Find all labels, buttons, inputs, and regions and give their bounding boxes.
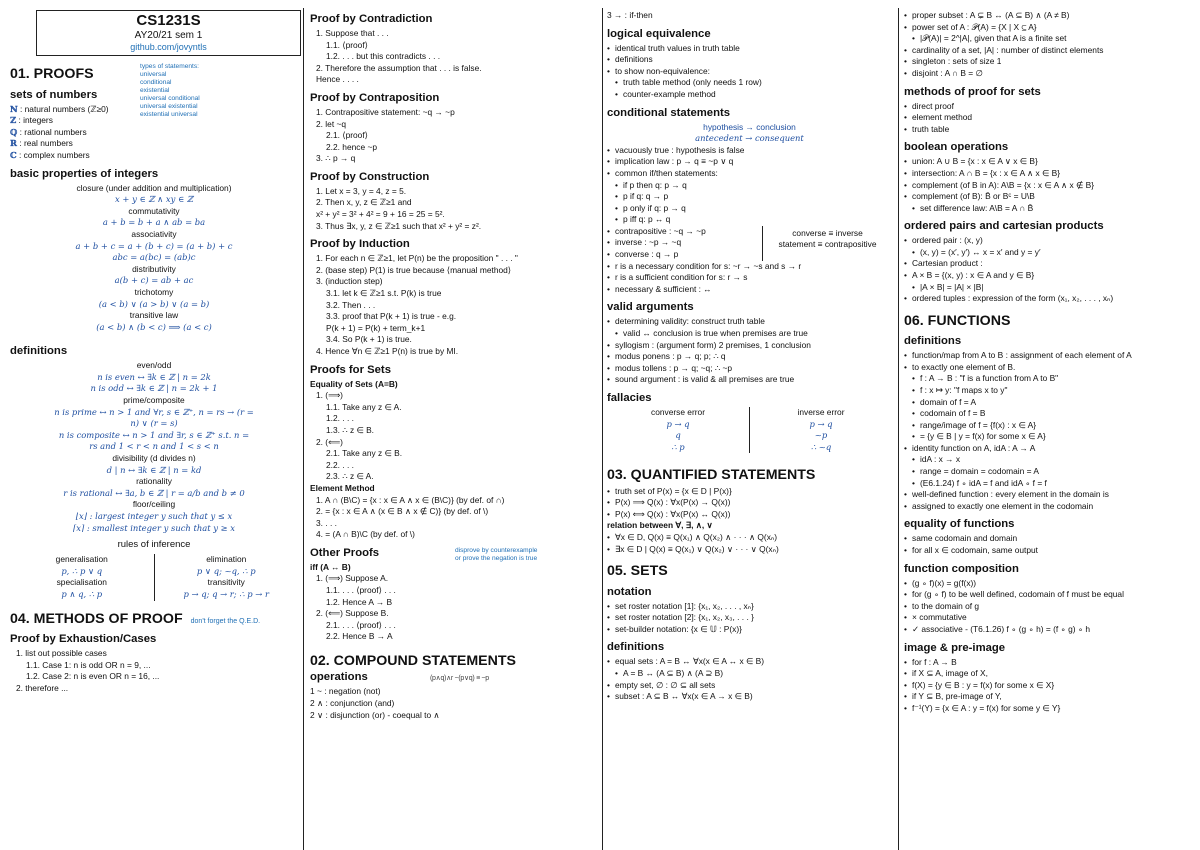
exhaustion-step: 1.2. Case 2: n is even OR n = 16, ... xyxy=(26,671,160,682)
contradiction-step: 1.1. ⟨proof⟩ xyxy=(326,39,368,50)
function-composition-list xyxy=(904,578,1192,636)
number-set-symbol: ℕ xyxy=(10,103,18,114)
set-property-item: • |𝒫(A)| = 2^|A|, given that A is a finite set xyxy=(904,33,1192,45)
fallacy-line: inverse error xyxy=(797,406,845,417)
image-item: • f⁻¹(Y) = {x ∈ A : y = f(x) for some y ∈ Y} xyxy=(904,703,1192,715)
title-box xyxy=(36,10,301,56)
proof-method-item: • element method xyxy=(904,112,1192,124)
necessary-sufficient-list xyxy=(607,261,892,296)
definition-formula: d | n ↔ ∃k ∈ ℤ | n = kd xyxy=(106,464,202,475)
proofs-for-sets-heading: Proofs for Sets xyxy=(310,363,391,376)
statement-type: universal xyxy=(140,71,167,79)
iff-proof-step: iff (A ↔ B) xyxy=(310,561,351,572)
number-set-desc: : integers xyxy=(16,115,53,126)
inference-rule-label: elimination xyxy=(206,554,247,565)
construction-heading: Proof by Construction xyxy=(310,170,430,183)
induction-steps xyxy=(310,253,598,357)
image-preimage-heading: image & pre-image xyxy=(904,641,1006,654)
operation: 2 ∨ : disjunction (or) - coequal to ∧ xyxy=(310,709,440,720)
contraposition-step: 1. Contrapositive statement: ~q → ~p xyxy=(316,106,455,117)
equivalence-note xyxy=(762,226,892,261)
statement-contrapositive-note: statement ≡ contrapositive xyxy=(778,239,877,250)
handwritten-sketch: (p∧q)∧r ~(p∨q) ≡ ~p xyxy=(430,675,489,683)
composition-item: • to the domain of g xyxy=(904,601,1192,613)
logical-equivalence-heading: logical equivalence xyxy=(607,27,711,40)
inference-rule-formula: p ∧ q, ∴ p xyxy=(61,589,103,600)
definition-formula: ⌊x⌋ : largest integer y such that y ≤ x xyxy=(75,510,233,521)
term-label: AY20/21 sem 1 xyxy=(134,29,203,41)
sets-proof-step: 1.1. Take any z ∈ A. xyxy=(326,401,402,412)
statement-type: existential xyxy=(140,87,170,95)
function-definition-item: • function/map from A to B : assignment of each element of A xyxy=(904,350,1192,362)
statement-type: types of statements: xyxy=(140,63,200,71)
quantified-item: • P(x) ⟹ Q(x) : ∀x(P(x) → Q(x)) xyxy=(607,497,892,509)
ordered-pair-item: • A × B = {(x, y) : x ∈ A and y ∈ B} xyxy=(904,270,1192,282)
induction-step: 1. For each n ∈ ℤ≥1, let P(n) be the proposition " . . . " xyxy=(316,253,518,264)
property-label: associativity xyxy=(131,228,177,239)
statement-types-note xyxy=(140,63,200,118)
valid-argument-item: • sound argument : is valid & all premises are true xyxy=(607,374,892,386)
contraposition-step: 2.1. ⟨proof⟩ xyxy=(326,130,368,141)
valid-argument-item: • valid ↔ conclusion is true when premises are true xyxy=(607,328,892,340)
conditional-item: • if p then q: p → q xyxy=(607,180,892,192)
rules-of-inference-heading: rules of inference xyxy=(117,539,191,551)
ordered-pair-item: • ordered pair : (x, y) xyxy=(904,235,1192,247)
operations-list xyxy=(310,686,598,721)
conditional-item: • implication law : p → q ≡ ~p ∨ q xyxy=(607,156,892,168)
induction-step: 2. (base step) P(1) is true because ⟨manual method⟩ xyxy=(316,264,512,275)
section-methods-of-proof-heading xyxy=(10,611,298,627)
contradiction-heading: Proof by Contradiction xyxy=(310,13,433,25)
notation-heading: notation xyxy=(607,585,652,598)
function-definition-item: • range/image of f = {f(x) : x ∈ A} xyxy=(904,420,1192,432)
inference-rule-label: generalisation xyxy=(55,554,108,565)
equivalence-item: • to show non-equivalence: xyxy=(607,66,892,78)
construction-step: 3. Thus ∃x, y, z ∈ ℤ≥1 such that x² + y² = z². xyxy=(316,220,482,231)
exhaustion-heading: Proof by Exhaustion/Cases xyxy=(10,632,157,645)
property-label: transitive law xyxy=(129,310,179,321)
other-proofs-heading: Other Proofs xyxy=(310,546,380,559)
function-definition-item: • range = domain = codomain = A xyxy=(904,466,1192,478)
conditional-item: • p iff q: p ↔ q xyxy=(607,214,892,226)
inference-rule-label: specialisation xyxy=(56,577,107,588)
notation-item: • set roster notation [1]: {x₁, x₂, . . . , xₙ} xyxy=(607,601,892,613)
sets-proof-step: 2. = {x : x ∈ A ∧ (x ∈ B ∧ x ∉ C)} (by def. of \) xyxy=(316,506,489,517)
function-composition-heading: function composition xyxy=(904,562,1019,575)
induction-step: 4. Hence ∀n ∈ ℤ≥1 P(n) is true by MI. xyxy=(316,346,459,356)
function-definition-item: • = {y ∈ B | y = f(x) for some x ∈ A} xyxy=(904,431,1192,443)
property-formula: x + y ∈ ℤ ∧ xy ∈ ℤ xyxy=(115,194,193,205)
contrapositive-item: • contrapositive : ~q → ~p xyxy=(607,226,762,238)
statement-type: universal conditional xyxy=(140,94,200,102)
ordered-pair-item: • Cartesian product : xyxy=(904,258,1192,270)
contrapositive-item: • inverse : ~p → ~q xyxy=(607,237,762,249)
function-definition-item: • codomain of f = B xyxy=(904,408,1192,420)
methods-of-proof-for-sets-heading: methods of proof for sets xyxy=(904,85,1041,98)
induction-step: 3.3. proof that P(k + 1) is true - e.g. xyxy=(326,311,457,322)
set-property-item: • disjoint : A ∩ B = ∅ xyxy=(904,68,1192,80)
sets-proof-step: 1. A ∩ (B\C) = {x : x ∈ A ∧ x ∈ (B\C)} (by def. of ∩) xyxy=(316,494,505,505)
rules-right xyxy=(155,554,299,600)
notation-item: • set-builder notation: {x ∈ 𝕌 : P(x)} xyxy=(607,624,892,636)
set-definition-item: • empty set, ∅ : ∅ ⊆ all sets xyxy=(607,680,892,692)
property-label: commutativity xyxy=(128,205,180,216)
sets-proof-step: 2.1. Take any z ∈ B. xyxy=(326,448,403,459)
column-divider xyxy=(898,8,899,850)
exhaustion-step: 1. list out possible cases xyxy=(16,647,107,658)
notation-item: • set roster notation [2]: {x₁, x₂, x₃, . . . } xyxy=(607,612,892,624)
definition-label: divisibility (d divides n) xyxy=(112,453,196,464)
conditional-statements-heading: conditional statements xyxy=(607,106,731,119)
statement-type: existential universal xyxy=(140,110,198,118)
iff-proof-step: 2.1. . . . ⟨proof⟩ . . . xyxy=(326,619,396,630)
property-label: closure (under addition and multiplication) xyxy=(76,182,232,193)
exhaustion-step: 1.1. Case 1: n is odd OR n = 9, ... xyxy=(26,659,151,670)
integer-properties-list xyxy=(10,183,298,334)
definition-formula: n is composite ↔ n > 1 and ∃r, s ∈ ℤ⁺ s.t. n = xyxy=(58,429,250,440)
induction-step: P(k + 1) = P(k) + term_k+1 xyxy=(326,322,426,333)
boolean-operations-list xyxy=(904,156,1192,214)
column-4 xyxy=(904,10,1192,715)
induction-step: 3. (induction step) xyxy=(316,276,383,287)
image-item: • f(X) = {y ∈ B : y = f(x) for some x ∈ X} xyxy=(904,680,1192,692)
image-item: • for f : A → B xyxy=(904,657,1192,669)
fallacy-line: p → q xyxy=(809,418,833,429)
property-formula: (a < b) ∧ (b < c) ⟹ (a < c) xyxy=(96,321,212,332)
contrapositive-block xyxy=(607,226,892,261)
contrapositive-list xyxy=(607,226,762,261)
sets-proof-step: Equality of Sets (A=B) xyxy=(310,378,398,389)
contraposition-heading: Proof by Contraposition xyxy=(310,91,440,104)
converse-inverse-note: converse ≡ inverse xyxy=(792,227,863,238)
function-definition-item: • domain of f = A xyxy=(904,397,1192,409)
iff-proof-step: 1. (⟹) Suppose A. xyxy=(316,573,389,584)
valid-argument-item: • syllogism : (argument form) 2 premises, 1 conclusion xyxy=(607,340,892,352)
ordered-pairs-list xyxy=(904,235,1192,305)
property-formula: abc = a(bc) = (ab)c xyxy=(112,252,196,263)
quantifier-relation-list xyxy=(607,532,892,555)
boolean-operation-item: • intersection: A ∩ B = {x : x ∈ A ∧ x ∈ B} xyxy=(904,168,1192,180)
property-label: trichotomy xyxy=(134,286,174,297)
fallacies-table xyxy=(607,407,892,453)
iff-proof-step: 1.1. . . . ⟨proof⟩ . . . xyxy=(326,585,396,596)
number-set-symbol: ℚ xyxy=(10,126,18,137)
property-formula: a(b + c) = ab + ac xyxy=(114,275,194,286)
number-set-row xyxy=(10,138,298,150)
function-definition-item: • identity function on A, idA : A → A xyxy=(904,443,1192,455)
image-item: • if Y ⊆ B, pre-image of Y, xyxy=(904,691,1192,703)
ordered-pair-item: • |A × B| = |A| × |B| xyxy=(904,282,1192,294)
inference-rule-formula: p, ∴ p ∨ q xyxy=(61,565,103,576)
quantifier-relation-heading: relation between ∀, ∃, ∧, ∨ xyxy=(607,520,713,531)
conditional-item: • p only if q: p → q xyxy=(607,203,892,215)
set-property-item: • power set of A : 𝒫(A) = {X | X ⊆ A} xyxy=(904,22,1192,34)
converse-error xyxy=(607,407,750,453)
definition-formula: r is rational ↔ ∃a, b ∈ ℤ | r = a/b and b ≠ 0 xyxy=(63,487,245,498)
sets-definitions-list xyxy=(607,656,892,702)
rules-of-inference-table xyxy=(10,554,298,600)
sets-proof-step: 2. (⟸) xyxy=(316,436,343,447)
composition-item: • for (g ∘ f) to be well defined, codomain of f must be equal xyxy=(904,589,1192,601)
set-property-item: • singleton : sets of size 1 xyxy=(904,56,1192,68)
definitions-list xyxy=(10,360,298,534)
methods-for-sets-list xyxy=(904,101,1192,136)
valid-arguments-heading: valid arguments xyxy=(607,301,694,314)
definition-formula: n is prime ↔ n > 1 and ∀r, s ∈ ℤ⁺, n = rs → (r = xyxy=(54,406,254,417)
number-set-symbol: ℂ xyxy=(10,149,17,160)
conditional-item: • vacuously true : hypothesis is false xyxy=(607,145,892,157)
induction-step: 3.2. Then . . . xyxy=(326,299,376,310)
fallacy-line: ~p xyxy=(814,430,828,441)
function-definition-item: • f : x ↦ y: "f maps x to y" xyxy=(904,385,1192,397)
fallacy-line: q xyxy=(675,430,681,441)
section-compound-statements-heading: 02. COMPOUND STATEMENTS xyxy=(310,653,516,670)
equivalence-item: • counter-example method xyxy=(607,89,892,101)
logical-equivalence-list xyxy=(607,43,892,101)
column-3 xyxy=(607,10,892,703)
quantified-list xyxy=(607,486,892,521)
inference-rule-formula: p ∨ q; ~q, ∴ p xyxy=(196,565,256,576)
proof-method-item: • direct proof xyxy=(904,101,1192,113)
set-properties-list xyxy=(904,10,1192,80)
contrapositive-item: • converse : q → p xyxy=(607,249,762,261)
conditional-item: • p if q: q → p xyxy=(607,191,892,203)
sets-proof-step: 4. = (A ∩ B)\C (by def. of \) xyxy=(316,529,415,540)
function-definition-item: • to exactly one element of B. xyxy=(904,362,1192,374)
set-definition-item: • A = B ↔ (A ⊆ B) ∧ (A ⊇ B) xyxy=(607,668,892,680)
set-property-item: • cardinality of a set, |A| : number of distinct elements xyxy=(904,45,1192,57)
property-formula: a + b + c = a + (b + c) = (a + b) + c xyxy=(75,240,233,251)
number-set-symbol: ℤ xyxy=(10,115,17,126)
contraposition-step: 2. let ~q xyxy=(316,118,347,129)
composition-item: • × commutative xyxy=(904,612,1192,624)
construction-steps xyxy=(310,186,598,232)
equality-of-functions-heading: equality of functions xyxy=(904,518,1015,531)
induction-heading: Proof by Induction xyxy=(310,238,410,251)
sets-proof-step: Element Method xyxy=(310,482,375,493)
construction-step: x² + y² = 3² + 4² = 9 + 16 = 25 = 5². xyxy=(316,209,445,220)
definition-label: even/odd xyxy=(136,360,172,371)
number-set-desc: : real numbers xyxy=(16,138,73,149)
operation: 2 ∧ : conjunction (and) xyxy=(310,697,395,708)
functions-definitions-heading: definitions xyxy=(904,335,962,348)
iff-proof-step: 1.2. Hence A → B xyxy=(326,596,393,607)
fallacies-heading: fallacies xyxy=(607,391,652,404)
inference-rule-label: transitivity xyxy=(207,577,245,588)
inverse-error xyxy=(750,407,892,453)
equivalence-item: • truth table method (only needs 1 row) xyxy=(607,77,892,89)
column-2 xyxy=(310,10,598,721)
valid-arguments-list xyxy=(607,316,892,386)
boolean-operation-item: • complement (of B in A): A\B = {x : x ∈ A ∧ x ∉ B} xyxy=(904,180,1192,192)
function-equality-item: • for all x ∈ codomain, same output xyxy=(904,545,1192,557)
section-proofs-heading: 01. PROOFS xyxy=(10,66,94,83)
column-divider xyxy=(602,8,603,850)
definition-formula: rs and 1 < r < n and 1 < s < n xyxy=(89,441,219,452)
column-1 xyxy=(10,10,298,694)
fallacy-line: converse error xyxy=(651,406,705,417)
equality-of-functions-list xyxy=(904,533,1192,556)
number-set-desc: : complex numbers xyxy=(16,149,90,160)
equivalence-item: • identical truth values in truth table xyxy=(607,43,892,55)
definition-formula: n is even ↔ ∃k ∈ ℤ | n = 2k xyxy=(97,371,211,382)
sets-proof-step: 2.2. . . . xyxy=(326,459,354,470)
proof-method-item: • truth table xyxy=(904,124,1192,136)
contradiction-step: 1. Suppose that . . . xyxy=(316,27,389,38)
contradiction-steps xyxy=(310,28,598,86)
number-set-desc: : natural numbers (ℤ≥0) xyxy=(17,103,109,114)
integer-properties-heading: basic properties of integers xyxy=(10,167,159,180)
definition-formula: n is odd ↔ ∃k ∈ ℤ | n = 2k + 1 xyxy=(90,383,218,394)
operations-heading: operations xyxy=(310,671,368,684)
proofs-for-sets-steps xyxy=(310,379,598,541)
qed-note: don't forget the Q.E.D. xyxy=(190,617,261,625)
definitions-heading: definitions xyxy=(10,345,68,358)
fallacy-line: ∴ p xyxy=(671,441,685,452)
image-preimage-list xyxy=(904,657,1192,715)
function-definition-item: • idA : x → x xyxy=(904,454,1192,466)
composition-item: • ✓ associative - (T6.1.26) f ∘ (g ∘ h) = (f ∘ g) ∘ h xyxy=(904,624,1192,636)
definition-formula: n) ∨ (r = s) xyxy=(130,418,178,429)
equivalence-item: • definitions xyxy=(607,54,892,66)
boolean-operations-heading: boolean operations xyxy=(904,141,1009,154)
sets-definitions-heading: definitions xyxy=(607,641,665,654)
section-methods-title: 04. METHODS OF PROOF xyxy=(10,610,183,627)
iff-proof-step: 2. (⟸) Suppose B. xyxy=(316,608,389,619)
contraposition-step: 3. ∴ p → q xyxy=(316,153,356,164)
github-link[interactable]: github.com/jovyntls xyxy=(130,41,207,52)
conditional-list xyxy=(607,145,892,226)
function-definition-item: • (E6.1.24) f ∘ idA = f and idA ∘ f = f xyxy=(904,478,1192,490)
statement-type: universal existential xyxy=(140,102,198,110)
fallacy-line: p → q xyxy=(666,418,690,429)
number-set-row xyxy=(10,127,298,139)
composition-item: • (g ∘ f)(x) = g(f(x)) xyxy=(904,578,1192,590)
disprove-note-line: disprove by counterexample xyxy=(455,546,538,554)
section-functions-heading: 06. FUNCTIONS xyxy=(904,312,1011,329)
section-quantified-heading: 03. QUANTIFIED STATEMENTS xyxy=(607,467,816,484)
contradiction-step: 2. Therefore the assumption that . . . is false. xyxy=(316,62,482,73)
valid-argument-item: • modus ponens : p → q; p; ∴ q xyxy=(607,351,892,363)
quantified-item: • truth set of P(x) = {x ∈ D | P(x)} xyxy=(607,486,892,498)
hypothesis-conclusion: hypothesis → conclusion xyxy=(703,121,796,132)
condition-item: • necessary & sufficient : ↔ xyxy=(607,284,892,296)
exhaustion-step: 2. therefore ... xyxy=(16,682,69,693)
valid-argument-item: • determining validity: construct truth table xyxy=(607,316,892,328)
contradiction-step: 1.2. . . . but this contradicts . . . xyxy=(326,51,441,62)
function-definition-item: • f : A → B : "f is a function from A to B" xyxy=(904,373,1192,385)
construction-step: 2. Then x, y, z ∈ ℤ≥1 and xyxy=(316,197,412,208)
function-definition-item: • well-defined function : every element in the domain is xyxy=(904,489,1192,501)
quantifier-relation-item: • ∀x ∈ D, Q(x) ≡ Q(x₁) ∧ Q(x₂) ∧ · · · ∧ Q(xₙ) xyxy=(607,532,892,544)
sets-proof-step: 1.3. ∴ z ∈ B. xyxy=(326,424,375,435)
definition-formula: ⌈x⌉ : smallest integer y such that y ≥ x xyxy=(72,522,236,533)
sets-proof-step: 2.3. ∴ z ∈ A. xyxy=(326,471,374,482)
ordered-pair-item: • (x, y) = (x′, y′) ↔ x = x′ and y = y′ xyxy=(904,247,1192,259)
column-divider xyxy=(303,8,304,850)
condition-item: • r is a sufficient condition for s: r → s xyxy=(607,272,892,284)
boolean-operation-item: • union: A ∪ B = {x : x ∈ A ∨ x ∈ B} xyxy=(904,156,1192,168)
quantifier-relation-item: • ∃x ∈ D | Q(x) ≡ Q(x₁) ∨ Q(x₂) ∨ · · · ∨ Q(xₙ) xyxy=(607,544,892,556)
set-definition-item: • subset : A ⊆ B ↔ ∀x(x ∈ A → x ∈ B) xyxy=(607,691,892,703)
if-then-operation: 3 → : if-then xyxy=(607,10,653,20)
statement-type: conditional xyxy=(140,79,172,87)
sets-proof-step: 1.2. . . . xyxy=(326,413,354,424)
set-definition-item: • equal sets : A = B ↔ ∀x(x ∈ A ↔ x ∈ B) xyxy=(607,656,892,668)
property-label: distributivity xyxy=(132,263,176,274)
construction-step: 1. Let x = 3, y = 4, z = 5. xyxy=(316,185,407,196)
contradiction-step: Hence . . . . xyxy=(316,74,359,85)
sets-proof-step: 3. . . . xyxy=(316,517,337,528)
operation: 1 ~ : negation (not) xyxy=(310,686,381,697)
iff-proof-step: 2.2. Hence B → A xyxy=(326,631,393,642)
disprove-note xyxy=(455,547,537,563)
sets-of-numbers-heading: sets of numbers xyxy=(10,88,98,101)
condition-item: • r is a necessary condition for s: ~r → ~s and s → r xyxy=(607,261,892,273)
boolean-operation-item: • complement (of B): B̄ or Bᶜ = U\B xyxy=(904,191,1192,203)
fallacy-line: ∴ ~q xyxy=(810,441,832,452)
disprove-note-line: or prove the negation is true xyxy=(455,554,538,562)
definition-label: prime/composite xyxy=(123,395,185,406)
quantified-item: • P(x) ⟺ Q(x) : ∀x(P(x) ↔ Q(x)) xyxy=(607,509,892,521)
exhaustion-steps xyxy=(10,648,298,694)
induction-step: 3.4. So P(k + 1) is true. xyxy=(326,334,412,345)
number-set-symbol: ℝ xyxy=(10,138,17,149)
number-set-row xyxy=(10,150,298,162)
ordered-pairs-heading: ordered pairs and cartesian products xyxy=(904,220,1104,233)
property-formula: (a < b) ∨ (a > b) ∨ (a = b) xyxy=(98,298,210,309)
boolean-operation-item: • set difference law: A\B = A ∩ B̄ xyxy=(904,203,1192,215)
contraposition-step: 2.2. hence ~p xyxy=(326,141,377,152)
property-formula: a + b = b + a ∧ ab = ba xyxy=(102,217,206,228)
course-title: CS1231S xyxy=(136,12,201,29)
contraposition-steps xyxy=(310,107,598,165)
image-item: • if X ⊆ A, image of X, xyxy=(904,668,1192,680)
function-equality-item: • same codomain and domain xyxy=(904,533,1192,545)
other-proofs-steps xyxy=(310,562,598,643)
definition-label: rationality xyxy=(136,476,172,487)
definition-label: floor/ceiling xyxy=(132,499,176,510)
function-definition-item: • assigned to exactly one element in the codomain xyxy=(904,501,1192,513)
notation-list xyxy=(607,601,892,636)
valid-argument-item: • modus tollens : p → q; ~q; ∴ ~p xyxy=(607,363,892,375)
rules-left xyxy=(10,554,155,600)
antecedent-consequent: antecedent → consequent xyxy=(695,133,804,144)
sets-proof-step: 1. (⟹) xyxy=(316,390,343,401)
inference-rule-formula: p → q; q → r; ∴ p → r xyxy=(183,589,269,600)
conditional-item: • common if/then statements: xyxy=(607,168,892,180)
ordered-pair-item: • ordered tuples : expression of the form (x₁, x₂, . . . , xₙ) xyxy=(904,293,1192,305)
section-sets-heading: 05. SETS xyxy=(607,563,668,580)
induction-step: 3.1. let k ∈ ℤ≥1 s.t. P(k) is true xyxy=(326,288,442,299)
number-set-desc: : rational numbers xyxy=(17,126,87,137)
set-property-item: • proper subset : A ⊊ B ↔ (A ⊆ B) ∧ (A ≠ B) xyxy=(904,10,1192,22)
functions-definitions-list xyxy=(904,350,1192,512)
